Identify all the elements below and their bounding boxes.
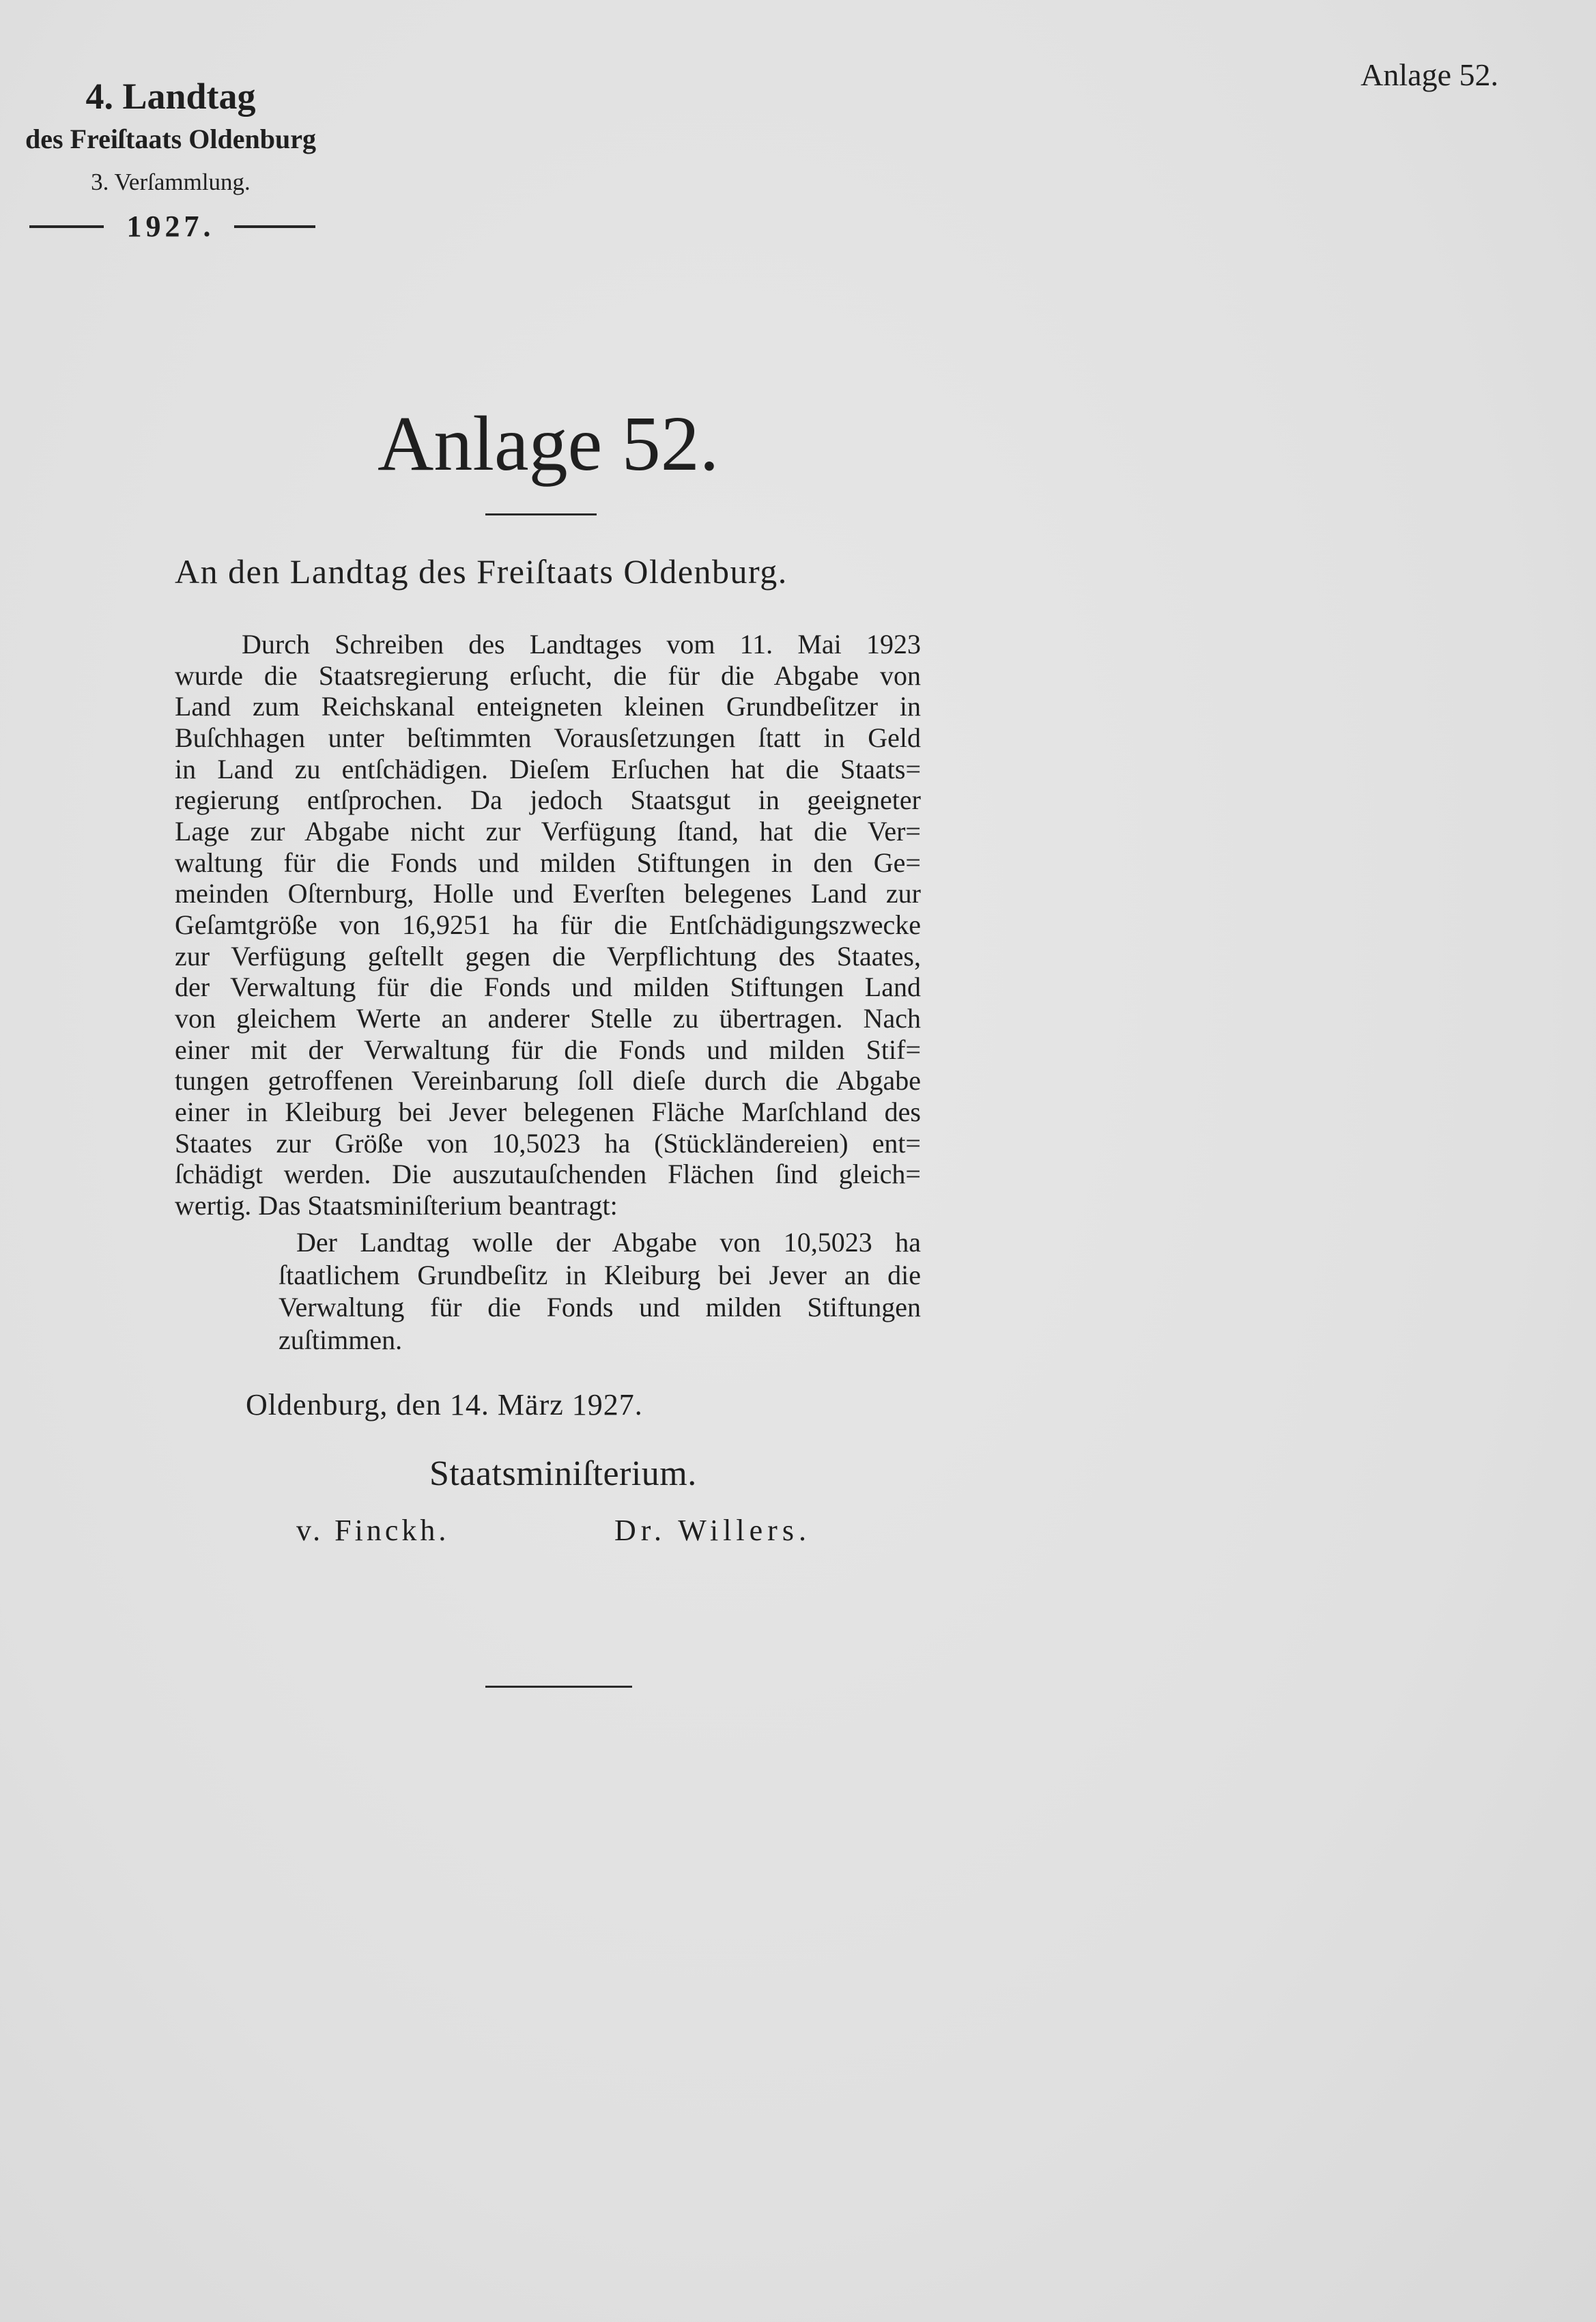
body-paragraph	[175, 629, 921, 1221]
body-line: einer in Kleiburg bei Jever belegenen Fläche Marſchland des	[175, 1096, 921, 1127]
body-line: einer mit der Verwaltung für die Fonds und milden Stif=	[175, 1034, 921, 1065]
motion-line: ſtaatlichem Grundbeſitz in Kleiburg bei Jever an die	[279, 1259, 921, 1290]
header-year: 1927.	[126, 210, 215, 243]
body-line: Land zum Reichskanal enteigneten kleinen Grundbeſitzer in	[175, 691, 921, 722]
body-line: meinden Oſternburg, Holle und Everſten belegenes Land zur	[175, 878, 921, 909]
signature-willers: Dr. Willers.	[614, 1514, 811, 1547]
body-line: wurde die Staatsregierung erſucht, die für die Abgabe von	[175, 660, 921, 691]
motion-line: Verwaltung für die Fonds und milden Stiftungen	[279, 1292, 921, 1322]
body-line: regierung entſprochen. Da jedoch Staatsgut in geeigneter	[175, 784, 921, 816]
body-line: ſchädigt werden. Die auszutauſchenden Flächen ſind gleich=	[175, 1159, 921, 1190]
body-line: in Land zu entſchädigen. Dieſem Erſuchen hat die Staats=	[175, 753, 921, 784]
place-date-line: Oldenburg, den 14. März 1927.	[246, 1388, 643, 1421]
body-line: der Verwaltung für die Fonds und milden Stiftungen Land	[175, 972, 921, 1003]
header-state-name: des Freiſtaats Oldenburg	[25, 124, 316, 154]
body-line: Staates zur Größe von 10,5023 ha (Stückländereien) ent=	[175, 1127, 921, 1159]
header-annex-label: Anlage 52.	[1360, 57, 1498, 92]
body-line: waltung für die Fonds und milden Stiftungen in den Ge=	[175, 847, 921, 878]
motion-line: Der Landtag wolle der Abgabe von 10,5023 ha	[296, 1227, 921, 1258]
body-line: wertig. Das Staatsminiſterium beantragt:	[175, 1189, 618, 1221]
motion-line: zuſtimmen.	[279, 1324, 403, 1355]
signature-finckh: v. Finckh.	[296, 1514, 450, 1547]
header-assembly-number: 4. Landtag	[85, 76, 256, 117]
body-line: Durch Schreiben des Landtages vom 11. Mai 1923	[242, 629, 921, 660]
body-line: Lage zur Abgabe nicht zur Verfügung ſtand, hat die Ver=	[175, 815, 921, 847]
page-title: Anlage 52.	[377, 400, 719, 487]
body-line: Geſamtgröße von 16,9251 ha für die Entſchädigungszwecke	[175, 909, 921, 940]
title-divider	[485, 513, 597, 515]
header-session: 3. Verſammlung.	[91, 169, 251, 195]
header-year-rule-right	[234, 225, 315, 228]
addressee-line: An den Landtag des Freiſtaats Oldenburg.	[175, 552, 788, 591]
body-line: zur Verfügung geſtellt gegen die Verpflichtung des Staates,	[175, 940, 921, 972]
body-line: von gleichem Werte an anderer Stelle zu übertragen. Nach	[175, 1002, 921, 1034]
issuing-authority: Staatsminiſterium.	[429, 1454, 697, 1493]
motion-paragraph	[279, 1226, 921, 1356]
closing-divider	[485, 1686, 632, 1688]
body-line: tungen getroffenen Vereinbarung ſoll dieſe durch die Abgabe	[175, 1065, 921, 1096]
body-line: Buſchhagen unter beſtimmten Vorausſetzungen ſtatt in Geld	[175, 722, 921, 753]
